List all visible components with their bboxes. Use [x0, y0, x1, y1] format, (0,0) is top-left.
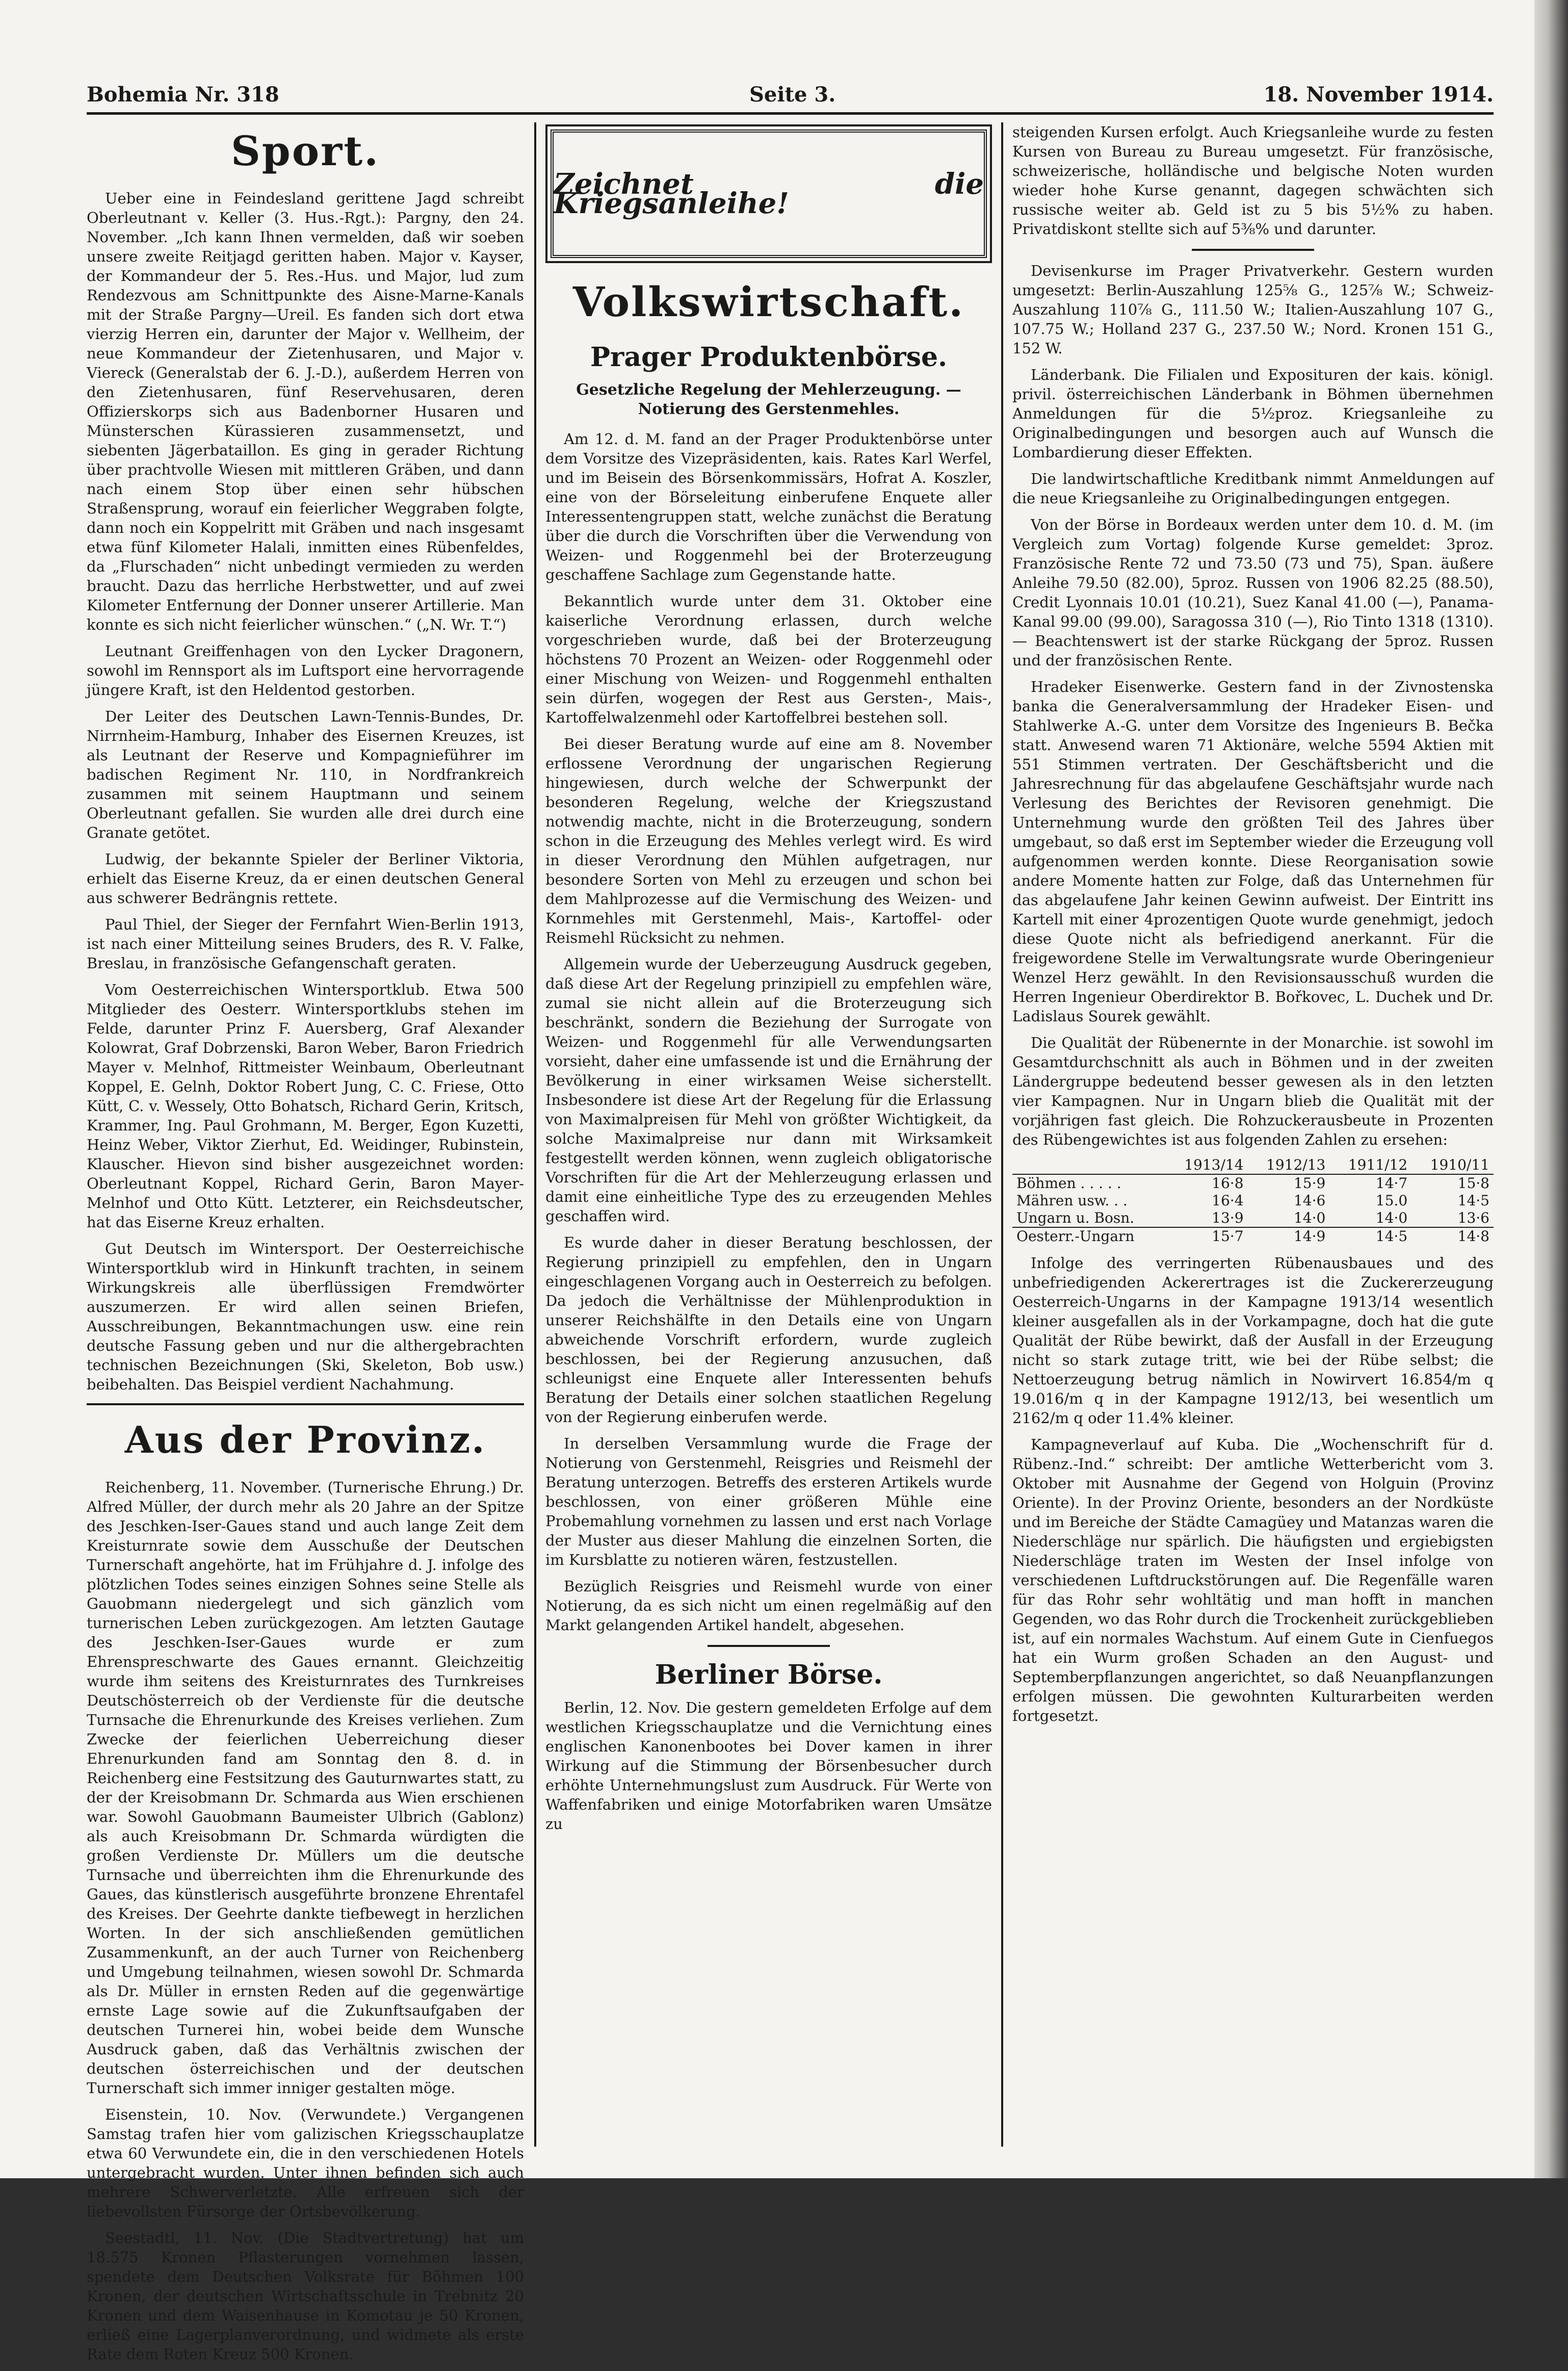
article-paragraph: Infolge des verringerten Rübenausbaues und des unbefriedigenden Ackerertrages ist die Zuckererzeugung Oesterreich-Ungarns in der Kampagne 1913/14 wesentlich kleiner ausgefallen als in der Vorkampagne, doch hat die gute Qualität der Rübe bewirkt, daß der Ausfall in der Erzeugung nicht so stark zutage tritt, wie bei der Rübe selbst; die Nettoerzeugung betrug nämlich in Nowirvert 16.854/m q 19.016/m q in der Kampagne 1912/13, bei wesentlich um 2162/m q oder 11.4% kleiner. — [1012, 1254, 1494, 1427]
column-right — [1012, 122, 1494, 1733]
table-cell: 16·4 — [1212, 1192, 1244, 1209]
table-header-row — [1012, 1156, 1494, 1174]
table-cell: Böhmen . . . . . — [1016, 1175, 1121, 1192]
article-paragraph: Die Qualität der Rübenernte in der Monarchie. ist sowohl im Gesamtdurchschnitt als auch in Böhmen und in der zweiten Ländergruppe bedeutend besser gewesen als in den letzten vier Kampagnen. Nur in Ungarn blieb die Qualität mit der vorjährigen fast gleich. Die Rohzuckerausbeute in Prozenten des Rübengewichtes ist aus folgenden Zahlen zu ersehen: — [1012, 1034, 1494, 1148]
table-cell: Oesterr.-Ungarn — [1012, 1227, 1166, 1245]
subheadline-produktenboerse: Gesetzliche Regelung der Mehlerzeugung. — Notierung des Gerstenmehles. — [576, 381, 961, 418]
article-paragraph: steigenden Kursen erfolgt. Auch Kriegsanleihe wurde zu festen Kursen von Bureau zu Bureau umgesetzt. Für französische, schweizerische, holländische und belgische Noten wurden wieder hohe Kurse genannt, dagegen schwächten sich russische weiter ab. Geld ist zu 5 bis 5½% zu haben. Privatdiskont stellte sich auf 5⅜% und darunter. — [1012, 123, 1494, 238]
article-paragraph: Seestadtl, 11. Nov. (Die Stadtvertretung) hat um 18.575 Kronen Pflasterungen vornehmen lassen, spendete dem Deutschen Volksrate für Böhmen 100 Kronen, der deutschen Wirtschaftsschule in Trebnitz 20 Kronen und dem Waisenhause in Komotau je 50 Kronen, erließ eine Lagerplanverordnung, und widmete als erste Rate dem Roten Kreuz 500 Kronen. — [87, 2229, 524, 2363]
article-paragraph: Eisenstein, 10. Nov. (Verwundete.) Vergangenen Samstag trafen hier vom galizischen Kriegsschauplatze etwa 60 Verwundete ein, die in den verschiedenen Hotels untergebracht wurden. Unter ihnen befinden sich auch mehrere Schwerverletzte. Alle erfreuen sich der liebevollsten Fürsorge der Ortsbevölkerung. — [87, 2106, 524, 2220]
section-title-volkswirtschaft: Volkswirtschaft. — [572, 278, 965, 326]
table-cell: 13·9 — [1212, 1209, 1244, 1226]
table-cell: 16·8 — [1212, 1175, 1244, 1192]
article-paragraph: Berlin, 12. Nov. Die gestern gemeldeten Erfolge auf dem westlichen Kriegsschauplatze und die Vernichtung eines englischen Kanonenbootes bei Dover kamen in ihrer Wirkung auf die Stimmung der Börsenbesucher durch erhöhte Unternehmungslust zum Ausdruck. Für Werte von Waffenfabriken und einige Motorfabriken waren Umsätze zu — [545, 1699, 992, 1833]
article-paragraph: Devisenkurse im Prager Privatverkehr. Gestern wurden umgesetzt: Berlin-Auszahlung 125⅝ G., 125⅞ W.; Schweiz-Auszahlung 110⅞ G., 111.50 W.; Italien-Auszahlung 107 G., 107.75 W.; Holland 237 G., 237.50 W.; Nord. Kronen 151 G., 152 W. — [1012, 262, 1494, 357]
article-divider — [708, 1645, 830, 1647]
section-title-sport: Sport. — [230, 127, 380, 175]
article-divider — [1192, 249, 1314, 251]
table-row — [1012, 1192, 1494, 1209]
scan-page-edge — [1534, 0, 1568, 2178]
article-paragraph: Ueber eine in Feindesland gerittene Jagd schreibt Oberleutnant v. Keller (3. Hus.-Rgt.): Pargny, den 24. November. „Ich kann Ihnen vermelden, daß wir soeben unsere zweite Reitjagd geritten haben. Major v. Kayser, der Kommandeur der 5. Res.-Hus. und Major, lud zum Rendezvous am Schnittpunkte des Aisne-Marne-Kanals mit der Straße Pargny—Ureil. Es fanden sich dort etwa vierzig Herren ein, darunter der Major v. Wellheim, der neue Kommandeur der Zietenhusaren, und Major v. Viereck (Generalstab der 6. J.-D.), außerdem Herren von den Zietenhusaren, fünf Reservehusaren, deren Offizierskorps sich aus Badenborner Husaren und Münsterschen Kürassieren zusammensetzt, und siebenten Jägerbataillon. Es ging in gerader Richtung über prachtvolle Wiesen mit mittleren Gräben, und dann nach einem Stop über einen sehr hübschen Straßensprung, worauf ein feierlicher Weggraben folgte, dann noch ein Koppelritt mit Gräben und nach insgesamt etwa fünf Kilometer Halali, inmitten eines Rübenfeldes, da „Flurschaden“ nicht unbedingt vermieden zu werden braucht. Dazu das herrliche Herbstwetter, und auf zwei Kilometer Entfernung der Donner unserer Artillerie. Man konnte es sich nicht feierlicher wünschen.“ („N. Wr. T.“) — [87, 190, 524, 633]
article-paragraph: Paul Thiel, der Sieger der Fernfahrt Wien-Berlin 1913, ist nach einer Mitteilung seines Bruders, des R. V. Falke, Breslau, in französische Gefangenschaft geraten. — [87, 916, 524, 972]
table-row — [1012, 1209, 1494, 1227]
column-middle — [545, 122, 992, 1841]
page-number: Seite 3. — [749, 83, 836, 107]
table-header-cell — [1012, 1156, 1166, 1174]
table-cell: 14·0 — [1375, 1209, 1408, 1226]
article-paragraph: Von der Börse in Bordeaux werden unter dem 10. d. M. (im Vergleich zum Vortag) folgende Kurse gemeldet: 3proz. Französische Rente 72 und 73.50 (73 und 75), Span. äußere Anleihe 79.50 (82.00), 5proz. Russen von 1906 82.25 (88.50), Credit Lyonnais 10.01 (10.21), Suez Kanal 41.00 (—), Panama-Kanal 99.00 (99.00), Saragossa 310 (—), Rio Tinto 1318 (1310). — Beachtenswert ist der starke Rückgang der 5proz. Russen und der französischen Rente. — [1012, 516, 1494, 669]
article-paragraph: Die landwirtschaftliche Kreditbank nimmt Anmeldungen auf die neue Kriegsanleihe zu Originalbedingungen entgegen. — [1012, 470, 1494, 507]
article-paragraph: Es wurde daher in dieser Beratung beschlossen, der Regierung prinzipiell zu empfehlen, den in Ungarn eingeschlagenen Vorgang auch in Oesterreich zu befolgen. Da jedoch die Verhältnisse der Mühlenproduktion in unserer Reichshälfte in den Details eine von Ungarn abweichende Vorschrift erfordern, wurde zugleich beschlossen, bei der Regierung anzusuchen, daß schleunigst eine Enquete aller Interessenten behufs Beratung der Details einer solchen staatlichen Regelung von der Regierung einberufen werde. — [545, 1234, 992, 1426]
table-header-cell: 1912/13 — [1248, 1156, 1330, 1174]
table-row — [1012, 1174, 1494, 1192]
section-divider — [87, 1403, 524, 1405]
table-cell: Ungarn u. Bosn. — [1016, 1209, 1135, 1226]
article-paragraph: In derselben Versammlung wurde die Frage der Notierung von Gerstenmehl, Reisgries und Reismehl der Beratung unterzogen. Betreffs des ersteren Artikels wurde beschlossen, von einer größeren Mühle eine Probemahlung vornehmen zu lassen und erst nach Vorlage der Muster aus dieser Mahlung die einzelnen Sorten, die im Kursblatte zu notieren wären, festzustellen. — [545, 1435, 992, 1568]
article-paragraph: Leutnant Greiffenhagen von den Lycker Dragonern, sowohl im Rennsport als im Luftsport eine hervorragende jüngere Kraft, ist den Heldentod gestorben. — [87, 642, 524, 699]
table-cell: 15.0 — [1375, 1192, 1408, 1209]
table-cell: 14·5 — [1457, 1192, 1489, 1209]
war-loan-ad-text: Zeichnet die Kriegsanleihe! — [554, 167, 984, 220]
issue-date: 18. November 1914. — [1263, 83, 1494, 107]
table-header-cell: 1910/11 — [1412, 1156, 1494, 1174]
article-paragraph: Der Leiter des Deutschen Lawn-Tennis-Bundes, Dr. Nirrnheim-Hamburg, Inhaber des Eisernen Kreuzes, ist als Leutnant der Reserve und Kompagnieführer im badischen Regiment Nr. 110, in Nordfrankreich zusammen mit seinem Hauptmann und seinem Oberleutnant gefallen. Sie wurden alle drei durch eine Granate getötet. — [87, 708, 524, 841]
article-paragraph: Reichenberg, 11. November. (Turnerische Ehrung.) Dr. Alfred Müller, der durch mehr als 20 Jahre an der Spitze des Jeschken-Iser-Gaues stand und auch lange Zeit dem Kreisturnrate sowie dem Ausschuße der Deutschen Turnerschaft angehörte, hat im Frühjahre d. J. infolge des plötzlichen Todes seines einzigen Sohnes seine Stelle als Gauobmann niedergelegt und sich gänzlich vom turnerischen Leben zurückgezogen. Am letzten Gautage des Jeschken-Iser-Gaues wurde er zum Ehrenspreschwarte des Gaues ernannt. Gleichzeitig wurde ihm seitens des Kreisturnrates des Turnkreises Deutschösterreich ob der Verdienste für die deutsche Turnsache die Ehrenurkunde des Kreises verliehen. Zum Zwecke der feierlichen Ueberreichung dieser Ehrenurkunden fand am Sonntag den 8. d. in Reichenberg eine Festsitzung des Gauturnwartes statt, zu der der Kreisobmann Dr. Schmarda aus Wien erschienen war. Sowohl Gauobmann Baumeister Ulbrich (Gablonz) als auch Kreisobmann Dr. Schmarda würdigten die großen Verdienste Dr. Müllers um die deutsche Turnsache und überreichten ihm die Ehrenurkunde des Gaues, das künstlerisch ausgeführte bronzene Ehrentafel des Kreises. Der Geehrte dankte tiefbewegt in herzlichen Worten. In der sich anschließenden gemütlichen Zusammenkunft, an der auch Turner von Reichenberg und Umgebung teilnahmen, wiesen sowohl Dr. Schmarda als Dr. Müller in ernsten Reden auf die gegenwärtige ernste Lage sowie auf die Zukunftsaufgaben der deutschen Turnerei hin, wobei beide dem Wunsche Ausdruck gaben, daß das Verhältnis zwischen der deutschen österreichischen und der deutschen Turnerschaft sich immer inniger gestalten möge. — [87, 1479, 524, 2097]
column-rule-left — [534, 122, 536, 2147]
article-paragraph: Am 12. d. M. fand an der Prager Produktenbörse unter dem Vorsitze des Vizepräsidenten, kais. Rates Karl Werfel, und im Beisein des Börsenkommissärs, Hofrat A. Koszler, eine von der Börseleitung einberufene Enquete aller Interessentengruppen statt, welche zunächst die Beratung über die durch die Vorschriften über die Verwendung von Weizen- und Roggenmehl bei der Broterzeugung geschaffene Sachlage zum Gegenstande hatte. — [545, 430, 992, 583]
table-cell: 14·8 — [1412, 1227, 1494, 1245]
article-paragraph: Allgemein wurde der Ueberzeugung Ausdruck gegeben, daß diese Art der Regelung prinzipiell zu empfehlen wäre, zumal sie nicht allein auf die Broterzeugung sich beschränkt, sondern die Beziehung der Surrogate von Weizen- und Roggenmehl für alle Verwendungsarten vorsieht, daher eine umfassende ist und die Ernährung der Bevölkerung in einer wirksamen Weise sicherstellt. Insbesondere ist diese Art der Regelung für die Erlassung von Maximalpreisen für Mehl von größter Wichtigkeit, da solche Maximalpreise nur dann mit Wirksamkeit festgestellt werden können, wenn zugleich obligatorische Vorschriften für die Art der Mehlerzeugung erlassen und damit eine einheitliche Type des zu erzeugenden Mehles geschaffen wird. — [545, 956, 992, 1225]
table-header-cell: 1911/12 — [1329, 1156, 1412, 1174]
column-left — [87, 122, 524, 2371]
article-paragraph: Länderbank. Die Filialen und Exposituren der kais. königl. privil. österreichischen Länderbank in Böhmen übernehmen Anmeldungen für die 5½proz. Kriegsanleihe zu Originalbedingungen und besorgen auch auf Wunsch die Lombardierung dieser Effekten. — [1012, 366, 1494, 461]
article-paragraph: Bekanntlich wurde unter dem 31. Oktober eine kaiserliche Verordnung erlassen, durch welche vorgeschrieben wurde, daß bei der Broterzeugung höchstens 70 Prozent an Weizen- oder Roggenmehl oder einer Mischung von Weizen- und Roggenmehl enthalten sein dürfen, wogegen der Rest aus Gersten-, Mais-, Kartoffelwalzenmehl oder Kartoffelbrei bestehen soll. — [545, 592, 992, 726]
article-paragraph: Vom Oesterreichischen Wintersportklub. Etwa 500 Mitglieder des Oesterr. Wintersportklubs stehen im Felde, darunter Prinz F. Auersberg, Graf Alexander Kolowrat, Graf Dobrzenski, Baron Weber, Baron Friedrich Mayer v. Melnhof, Rittmeister Weinbaum, Oberleutnant Koppel, E. Gelnh, Doktor Robert Jung, C. C. Friese, Otto Kütt, C. v. Wessely, Otto Bohatsch, Richard Gerin, Kritsch, Krammer, Ing. Paul Grohmann, M. Berger, Egon Kuzetti, Heinz Weber, Viktor Zierhut, Ed. Weidinger, Rubinstein, Klauscher. Hievon sind bisher ausgezeichnet worden: Oberleutnant Koppel, Richard Gerin, Baron Mayer-Melnhof und Otto Kütt. Letzterer, ein Reichsdeutscher, hat das Eiserne Kreuz erhalten. — [87, 981, 524, 1231]
headline-produktenboerse: Prager Produktenbörse. — [590, 342, 948, 373]
table-cell: 14·7 — [1375, 1175, 1408, 1192]
article-paragraph: Bei dieser Beratung wurde auf eine am 8. November erflossene Verordnung der ungarischen Regierung hingewiesen, durch welche der Schwerpunkt der besonderen Regelung, welche der Kriegszustand notwendig machte, nicht in die Broterzeugung, sondern schon in die Erzeugung des Mehles verlegt wird. Es wird in dieser Verordnung den Mühlen aufgetragen, nur besondere Sorten von Mehl zu erzeugen und schon bei dem Mahlprozesse auf die Vermischung des Weizen- und Kornmehles mit Gerstenmehl, Mais-, Kartoffel- oder Reismehl Rücksicht zu nehmen. — [545, 735, 992, 946]
table-cell: 14·9 — [1248, 1227, 1330, 1245]
article-paragraph: Ludwig, der bekannte Spieler der Berliner Viktoria, erhielt das Eiserne Kreuz, da er einen deutschen General aus schwerer Bedrängnis rettete. — [87, 851, 524, 907]
article-paragraph: Bezüglich Reisgries und Reismehl wurde von einer Notierung, da es sich nicht um einen regelmäßig auf den Markt gelangenden Artikel handelt, abgesehen. — [545, 1578, 992, 1634]
column-rule-right — [1001, 122, 1003, 2147]
masthead-issue: Bohemia Nr. 318 — [87, 83, 279, 107]
table-cell: 14·6 — [1293, 1192, 1326, 1209]
article-paragraph: Gut Deutsch im Wintersport. Der Oesterreichische Wintersportklub wird in Hinkunft trachten, in seinem Wirkungskreis alle überflüssigen Fremdwörter auszumerzen. Er wird allen seinen Briefen, Ausschreibungen, Bekanntmachungen usw. eine rein deutsche Fassung geben und nur die althergebrachten technischen Bezeichnungen (Ski, Skeleton, Bob usw.) beibehalten. Das Beispiel verdient Nachahmung. — [87, 1240, 524, 1393]
table-cell: 13·6 — [1457, 1209, 1489, 1226]
sugar-yield-table — [1012, 1156, 1494, 1245]
table-cell: Mähren usw. . . — [1016, 1192, 1128, 1209]
table-cell: 15·8 — [1457, 1175, 1489, 1192]
table-cell: 15·9 — [1293, 1175, 1326, 1192]
article-paragraph: Hradeker Eisenwerke. Gestern fand in der Zivnostenska banka die Generalversammlung der Hradeker Eisen- und Stahlwerke A.-G. unter dem Vorsitze des Ingenieurs B. Bečka statt. Anwesend waren 71 Aktionäre, welche 5594 Aktien mit 551 Stimmen vertraten. Der Geschäftsbericht und die Jahresrechnung für das abgelaufene Geschäftsjahr wurde nach Verlesung des Berichtes der Revisoren genehmigt. Die Unternehmung wurde den größten Teil des Jahres über umgebaut, so daß erst im September wieder die Erzeugung voll aufgenommen werden konnte. Diese Reorganisation sowie andere Momente hatten zur Folge, daß das Unternehmen für das abgelaufene Jahr keinen Gewinn aufweist. Der Eintritt ins Kartell mit einer 4prozentigen Quote wurde genehmigt, jedoch diese Quote nicht als befriedigend anerkannt. Für die freigewordene Stelle im Verwaltungsrate wurde Oberingenieur Wenzel Herz gewählt. In den Revisionsausschuß wurden die Herren Ingenieur Oberdirektor B. Bořkovec, L. Duchek und Dr. Ladislaus Sourek gewählt. — [1012, 678, 1494, 1025]
war-loan-ad-box — [551, 130, 987, 258]
article-paragraph: Kampagneverlauf auf Kuba. Die „Wochenschrift für d. Rübenz.-Ind.“ schreibt: Der amtliche Wetterbericht vom 3. Oktober mit Ausnahme der Gegend von Holguin (Provinz Oriente). In der Provinz Oriente, besonders an der Nordküste und im Bereiche der Städte Camagüey und Matanzas waren die Niederschläge nur spärlich. Die häufigsten und ergiebigsten Niederschläge traten im Westen der Insel infolge von verschiedenen Luftdruckstörungen auf. Die Regenfälle waren für das Rohr sehr wohltätig und man hofft in manchen Gegenden, wo das Rohr durch die Trockenheit zurückgeblieben ist, auf ein normales Wachstum. Auf einem Gute in Cienfuegos hat ein Wurm großen Schaden an den August- und Septemberpflanzungen angerichtet, so daß Neuanpflanzungen erfolgen müssen. Die gewohnten Kulturarbeiten werden fortgesetzt. — [1012, 1436, 1494, 1724]
section-title-provinz: Aus der Provinz. — [124, 1418, 486, 1461]
page-header — [87, 76, 1494, 115]
headline-berliner-boerse: Berliner Börse. — [655, 1659, 883, 1690]
table-cell: 14·0 — [1293, 1209, 1326, 1226]
table-header-cell: 1913/14 — [1166, 1156, 1248, 1174]
table-cell: 14·5 — [1329, 1227, 1412, 1245]
table-total-row — [1012, 1227, 1494, 1245]
table-cell: 15·7 — [1166, 1227, 1248, 1245]
